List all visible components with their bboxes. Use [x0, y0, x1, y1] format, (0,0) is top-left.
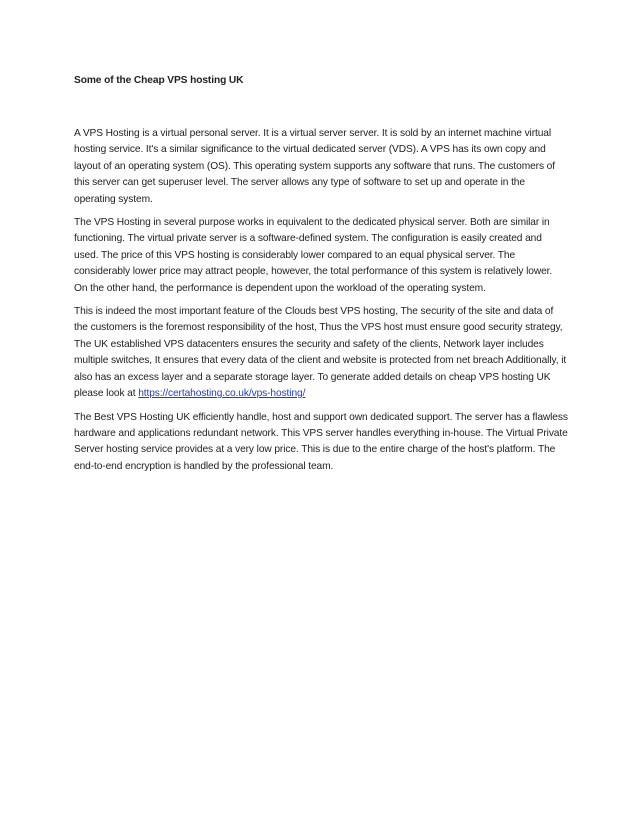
- paragraph-2: The VPS Hosting in several purpose works in equivalent to the dedicated physical server. Both are similar in functioning. The virtual private server is a software-defined system. The configuration is easily created and used. The price of this VPS hosting is considerably lower compared to an equal physical server. The considerably lower price may attract people, however, the total performance of this system is relatively lower. On the other hand, the performance is dependent upon the workload of the operating system.: [74, 217, 553, 294]
- vps-hosting-link[interactable]: https://certahosting.co.uk/vps-hosting/: [138, 388, 306, 400]
- paragraph-4: The Best VPS Hosting UK efficiently handle, host and support own dedicated support. The server has a flawless hardware and applications redundant network. This VPS server handles everything in-house. The Virtual Private Server hosting service provides at a very low price. This is due to the entire charge of the host's platform. The end-to-end encryption is handled by the professional team.: [74, 411, 568, 472]
- paragraph-1: A VPS Hosting is a virtual personal server. It is a virtual server server. It is sold by an internet machine virtual hosting service. It's a similar significance to the virtual dedicated server (VDS). A VPS has its own copy and layout of an operating system (OS). This operating system supports any software that runs. The customers of this server can get superuser level. The server allows any type of software to set up and operate in the operating system.: [74, 128, 555, 205]
- document-title: Some of the Cheap VPS hosting UK: [74, 75, 244, 86]
- paragraph-3: [74, 304, 568, 402]
- paragraph-3-text: This is indeed the most important feature of the Clouds best VPS hosting, The security of the site and data of the customers is the foremost responsibility of the host, Thus the VPS host must ensure good security strategy, The UK established VPS datacenters ensures the security and safety of the clients, Network layer includes multiple switches, It ensures that every data of the client and website is protected from net breach Additionally, it also has an excess layer and a separate storage layer. To generate added details on cheap VPS hosting UK please look at: [74, 306, 567, 400]
- document-body: [74, 73, 568, 482]
